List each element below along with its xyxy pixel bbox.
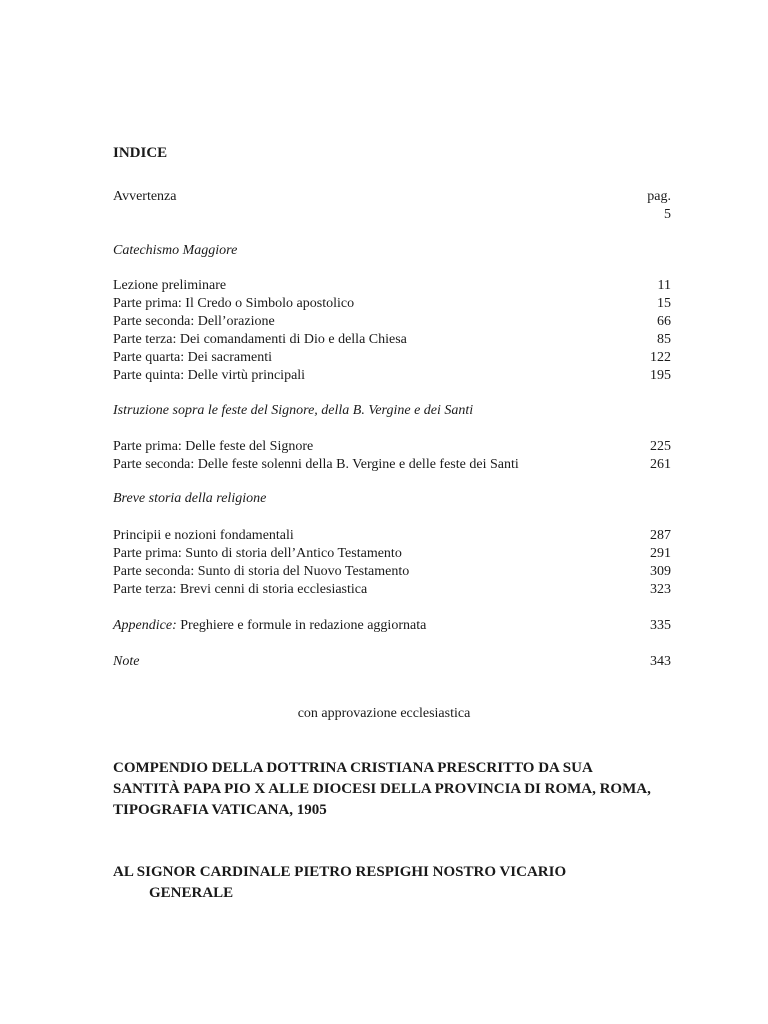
toc-entry-label: Lezione preliminare [113, 278, 227, 293]
toc-entry [113, 456, 671, 474]
toc-entry-label: Principii e nozioni fondamentali [113, 528, 294, 543]
toc-entry [113, 581, 671, 599]
toc-entry [113, 438, 671, 456]
compendio-heading-line: TIPOGRAFIA VATICANA, 1905 [113, 802, 327, 818]
toc-entry [113, 527, 671, 545]
toc-entry [113, 349, 671, 367]
toc-entry-label [113, 617, 426, 635]
toc-entry [113, 331, 671, 349]
toc-entry-label: Parte terza: Dei comandamenti di Dio e della Chiesa [113, 332, 407, 347]
note-label: Note [113, 654, 140, 669]
compendio-heading [113, 758, 673, 821]
toc-entry [113, 295, 671, 313]
pag-label: pag. [647, 189, 671, 204]
toc-entry-label: Parte seconda: Dell’orazione [113, 314, 275, 329]
section-heading-istruzione: Istruzione sopra le feste del Signore, della B. Vergine e dei Santi [113, 403, 474, 418]
toc-entry [113, 313, 671, 331]
toc-entry-page: 309 [650, 564, 671, 579]
index-title: INDICE [113, 145, 168, 161]
toc-entry-note [113, 653, 671, 671]
toc-entry-label: Parte prima: Sunto di storia dell’Antico Testamento [113, 546, 402, 561]
toc-entry [113, 367, 671, 385]
toc-entry-label: Parte quarta: Dei sacramenti [113, 350, 272, 365]
toc-entry-page: 66 [657, 314, 671, 329]
section-heading-catechismo: Catechismo Maggiore [113, 243, 238, 258]
toc-entry-label: Parte prima: Delle feste del Signore [113, 439, 314, 454]
toc-entry-label: Parte seconda: Sunto di storia del Nuovo Testamento [113, 564, 410, 579]
toc-entry-page: 15 [657, 296, 671, 311]
toc-entry-label: Parte prima: Il Credo o Simbolo apostolico [113, 296, 355, 311]
toc-entry-page: 261 [650, 457, 671, 472]
toc-entry-avvertenza [113, 188, 671, 206]
toc-entry [113, 545, 671, 563]
toc-entry-page: 225 [650, 439, 671, 454]
toc-entry-page: 291 [650, 546, 671, 561]
section-heading-breve-storia: Breve storia della religione [113, 491, 267, 506]
dedication-heading-line: AL SIGNOR CARDINALE PIETRO RESPIGHI NOSTRO VICARIO [113, 864, 567, 880]
toc-entry-label: Parte seconda: Delle feste solenni della B. Vergine e delle feste dei Santi [113, 457, 519, 472]
toc-entry-page: 11 [657, 278, 671, 293]
toc-entry-page: 335 [650, 618, 671, 633]
toc-entry [113, 277, 671, 295]
dedication-heading-line: GENERALE [149, 885, 234, 901]
toc-entry-label: Parte terza: Brevi cenni di storia ecclesiastica [113, 582, 368, 597]
toc-entry-label: Avvertenza [113, 189, 177, 204]
toc-entry-appendice [113, 617, 671, 635]
compendio-heading-line: SANTITÀ PAPA PIO X ALLE DIOCESI DELLA PROVINCIA DI ROMA, ROMA, [113, 781, 651, 797]
toc-entry-page: 5 [664, 207, 671, 222]
toc-entry-page: 195 [650, 368, 671, 383]
toc-entry-page: 287 [650, 528, 671, 543]
toc-entry-page: 85 [657, 332, 671, 347]
dedication-heading [113, 862, 673, 904]
appendice-description: Preghiere e formule in redazione aggiornata [176, 618, 427, 633]
toc-entry-page: 323 [650, 582, 671, 597]
toc-entry-label: Parte quinta: Delle virtù principali [113, 368, 306, 383]
toc-entry [113, 563, 671, 581]
compendio-heading-line: COMPENDIO DELLA DOTTRINA CRISTIANA PRESCRITTO DA SUA [113, 760, 593, 776]
approval-line: con approvazione ecclesiastica [297, 706, 471, 721]
appendice-label: Appendice: [113, 618, 177, 633]
toc-entry-page: 122 [650, 350, 671, 365]
toc-entry-page: 343 [650, 654, 671, 669]
